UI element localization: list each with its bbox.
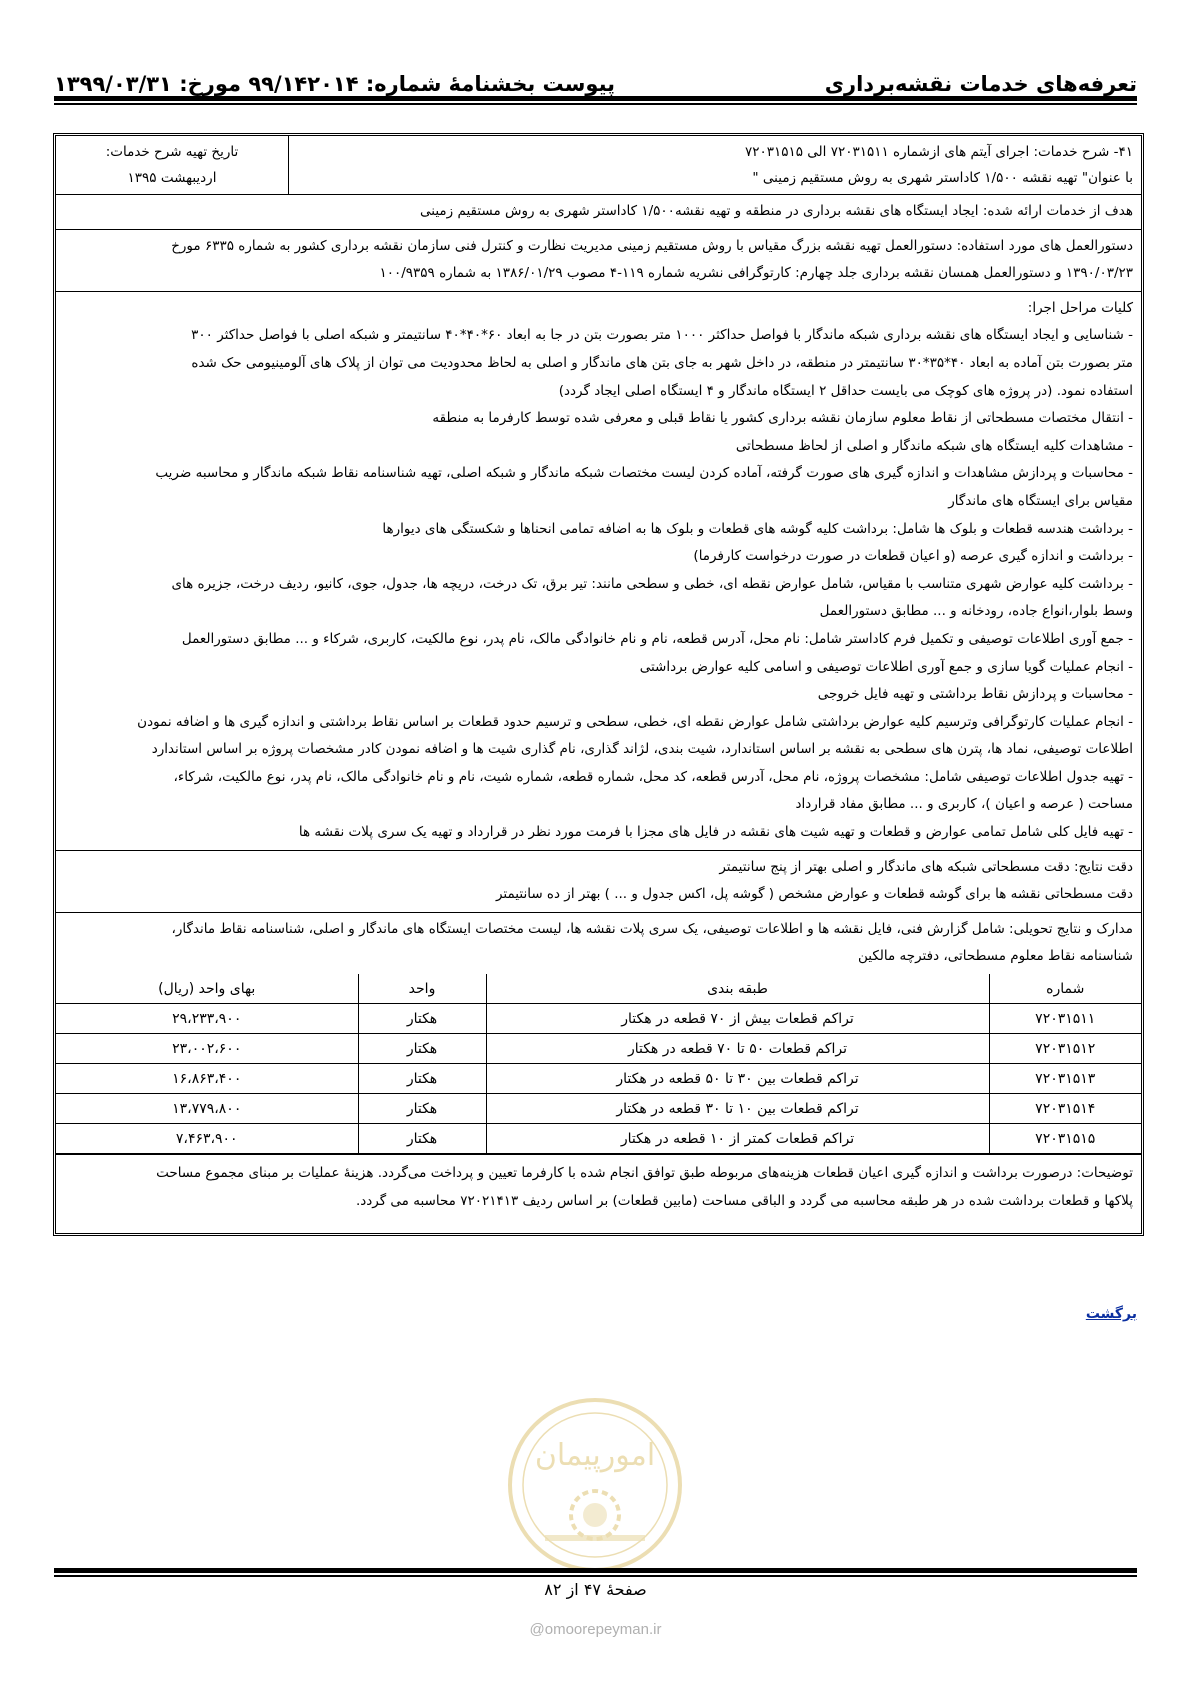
step-line: - برداشت کلیه عوارض شهری متناسب با مقیاس، شامل عوارض نقطه ای، خطی و سطحی مانند: تیر برق، تک درخت، دریچه ها، جدول، جوی، کانیو، ردیف درخت، جزیره های	[171, 575, 1133, 592]
cell-number: ۷۲۰۳۱۵۱۵	[989, 1124, 1141, 1154]
cell-number: ۷۲۰۳۱۵۱۳	[989, 1064, 1141, 1094]
cell-number: ۷۲۰۳۱۵۱۱	[989, 1004, 1141, 1034]
service-title-row	[56, 136, 1141, 195]
footer-rule-thin	[54, 1575, 1137, 1577]
step-line: متر بصورت بتن آماده به ابعاد ۴۰*۳۵*۳۰ سانتیمتر در منطقه، در داخل شهر به جای بتن های ماندگار و اصلی به لحاظ محدودیت می توان از پلاک های آلومینیومی حک شده	[191, 354, 1133, 371]
rates-table	[56, 974, 1141, 1154]
deliverables-line-1: مدارک و نتایج تحویلی: شامل گزارش فنی، فایل نقشه ها و اطلاعات توصیفی، یک سری پلات نقشه ها، لیست مختصات ایستگاه های ماندگار و اصلی، شناسنامه نقاط ماندگار،	[171, 920, 1133, 937]
notes-section	[56, 1154, 1141, 1233]
page-header	[54, 56, 1137, 96]
deliverables-section	[56, 913, 1141, 974]
instructions-line-1: دستورالعمل های مورد استفاده: دستورالعمل تهیه نقشه بزرگ مقیاس با روش مستقیم زمینی مدیریت نظارت و کنترل فنی سازمان نقشه برداری کشور به شماره ۶۳۳۵ مورخ	[171, 237, 1133, 254]
step-line: وسط بلوار،انواع جاده، رودخانه و ... مطابق دستورالعمل	[819, 603, 1133, 620]
cell-category: تراکم قطعات کمتر از ۱۰ قطعه در هکتار	[486, 1124, 989, 1154]
step-line: مساحت ( عرصه و اعیان )، کاربری و ... مطابق مفاد قرارداد	[795, 796, 1133, 813]
notes-line-2: پلاکها و قطعات برداشت شده در هر طبقه محاسبه می گردد و الباقی مساحت (مابین قطعات) بر اساس ردیف ۷۲۰۲۱۴۱۳ محاسبه می گردد.	[355, 1193, 1133, 1210]
step-line: - شناسایی و ایجاد ایستگاه های نقشه برداری شبکه ماندگار با فواصل حداکثر ۱۰۰۰ متر بصورت بتن در جا به ابعاد ۶۰*۴۰*۴۰ سانتیمتر و شبکه اصلی با فواصل حداکثر ۳۰۰	[191, 327, 1133, 344]
step-line: - محاسبات و پردازش نقاط برداشتی و تهیه فایل خروجی	[817, 686, 1133, 703]
service-line-1: ۴۱- شرح خدمات: اجرای آیتم های ازشماره ۷۲۰۳۱۵۱۱ الی ۷۲۰۳۱۵۱۵	[745, 144, 1133, 160]
back-link[interactable]: برگشت	[1085, 1306, 1137, 1322]
header-rule-thick	[54, 96, 1137, 101]
header-price: بهای واحد (ریال)	[56, 974, 358, 1004]
cell-unit: هکتار	[358, 1064, 486, 1094]
cell-unit: هکتار	[358, 1004, 486, 1034]
step-line: اطلاعات توصیفی، نماد ها، پترن های سطحی به نقشه بر اساس استاندارد، شیت بندی، لژاند گذاری، نام گذاری شیت ها و اضافه نمودن کادر مشخصات پروژه بر اساس استاندارد	[151, 741, 1133, 758]
table-row	[56, 1094, 1141, 1124]
table-header-row	[56, 974, 1141, 1004]
header-category: طبقه بندی	[486, 974, 989, 1004]
goal-section	[56, 195, 1141, 230]
watermark-text: @omoorepeyman.ir	[529, 1621, 662, 1638]
table-row	[56, 1064, 1141, 1094]
deliverables-line-2: شناسنامه نقاط معلوم مسطحاتی، دفترچه مالکین	[857, 948, 1133, 965]
steps-section	[56, 292, 1141, 851]
instructions-line-2: ۱۳۹۰/۰۳/۲۳ و دستورالعمل همسان نقشه برداری جلد چهارم: کارتوگرافی نشریه شماره ۱۱۹-۴ مصوب ۱۳۸۶/۰۱/۲۹ به شماره ۱۰۰/۹۳۵۹	[379, 265, 1133, 282]
cell-unit: هکتار	[358, 1124, 486, 1154]
steps-title: کلیات مراحل اجرا:	[1027, 299, 1133, 316]
step-line: - برداشت هندسه قطعات و بلوک ها شامل: برداشت کلیه گوشه های قطعات و بلوک ها به اضافه تمامی انحناها و شکستگی های دیوارها	[382, 520, 1133, 537]
service-date-value: اردیبهشت ۱۳۹۵	[127, 170, 217, 186]
cell-number: ۷۲۰۳۱۵۱۴	[989, 1094, 1141, 1124]
step-line: - برداشت و اندازه گیری عرصه (و اعیان قطعات در صورت درخواست کارفرما)	[693, 548, 1133, 565]
cell-price: ۲۹،۲۳۳،۹۰۰	[56, 1004, 358, 1034]
cell-unit: هکتار	[358, 1034, 486, 1064]
step-line: - تهیه جدول اطلاعات توصیفی شامل: مشخصات پروژه، نام محل، آدرس قطعه، کد محل، شماره قطعه، شماره شیت، نام و نام خانوادگی مالک، نام پدر، نوع مالکیت، شرکاء،	[173, 768, 1133, 785]
omoorepeyman-seal-icon	[505, 1395, 685, 1575]
footer-rule-thick	[54, 1568, 1137, 1573]
step-line: - محاسبات و پردازش مشاهدات و اندازه گیری های صورت گرفته، آماده کردن لیست مختصات شبکه ماندگار و شبکه اصلی، تهیه شناسنامه نقاط شبکه ماندگار و محاسبه ضریب	[155, 465, 1133, 482]
accuracy-line-1: دقت نتایج: دقت مسطحاتی شبکه های ماندگار و اصلی بهتر از پنج سانتیمتر	[719, 858, 1133, 875]
cell-category: تراکم قطعات بین ۱۰ تا ۳۰ قطعه در هکتار	[486, 1094, 989, 1124]
service-line-2: با عنوان" تهیه نقشه ۱/۵۰۰ کاداستر شهری به روش مستقیم زمینی "	[752, 170, 1133, 186]
step-line: - جمع آوری اطلاعات توصیفی و تکمیل فرم کاداستر شامل: نام محل، آدرس قطعه، نام و نام خانوادگی مالک، نام پدر، نوع مالکیت، کاربری، شرکاء و ... مطابق دستورالعمل	[181, 630, 1133, 647]
header-number: شماره	[989, 974, 1141, 1004]
step-line: - انجام عملیات کارتوگرافی وترسیم کلیه عوارض برداشتی شامل عوارض نقطه ای، خطی، سطحی و ترسیم حدود قطعات بر اساس نقاط برداشتی و اندازه گیری ها و اضافه نمودن	[137, 713, 1133, 730]
step-line: - انجام عملیات گویا سازی و جمع آوری اطلاعات توصیفی و اسامی کلیه عوارض برداشتی	[639, 658, 1133, 675]
service-sheet	[53, 133, 1144, 1236]
service-date-label: تاریخ تهیه شرح خدمات:	[105, 144, 239, 160]
header-rule-thin	[54, 103, 1137, 105]
cell-price: ۲۳،۰۰۲،۶۰۰	[56, 1034, 358, 1064]
goal-text: هدف از خدمات ارائه شده: ایجاد ایستگاه های نقشه برداری در منطقه و تهیه نقشه۱/۵۰۰ کاداستر شهری به روش مستقیم زمینی	[420, 203, 1133, 219]
table-row	[56, 1034, 1141, 1064]
cell-number: ۷۲۰۳۱۵۱۲	[989, 1034, 1141, 1064]
cell-category: تراکم قطعات ۵۰ تا ۷۰ قطعه در هکتار	[486, 1034, 989, 1064]
cell-price: ۱۳،۷۷۹،۸۰۰	[56, 1094, 358, 1124]
cell-price: ۱۶،۸۶۳،۴۰۰	[56, 1064, 358, 1094]
step-line: - تهیه فایل کلی شامل تمامی عوارض و قطعات و تهیه شیت های نقشه در فایل های مجزا با فرمت مورد نظر در قرارداد و تهیه یک سری پلات نقشه ها	[298, 824, 1133, 841]
accuracy-line-2: دقت مسطحاتی نقشه ها برای گوشه قطعات و عوارض مشخص ( گوشه پل، اکس جدول و ... ) بهتر از ده سانتیمتر	[495, 886, 1133, 903]
header-circular-ref: پیوست بخشنامهٔ شماره: ۹۹/۱۴۲۰۱۴ مورخ: ۱۳۹۹/۰۳/۳۱	[54, 72, 616, 96]
cell-category: تراکم قطعات بیش از ۷۰ قطعه در هکتار	[486, 1004, 989, 1034]
seal-text: امورپیمان	[534, 1438, 656, 1473]
cell-unit: هکتار	[358, 1094, 486, 1124]
notes-line-1: توضیحات: درصورت برداشت و اندازه گیری اعیان قطعات هزینه‌های مربوطه طبق توافق انجام شده با کارفرما تعیین و پرداخت می‌گردد. هزینهٔ عملیات بر مبنای مجموع مساحت	[156, 1165, 1133, 1182]
service-date-cell	[56, 136, 289, 194]
step-line: - انتقال مختصات مسطحاتی از نقاط معلوم سازمان نقشه برداری کشور یا نقاط قبلی و معرفی شده توسط کارفرما به منطقه	[432, 410, 1133, 427]
table-row	[56, 1004, 1141, 1034]
header-title: تعرفه‌های خدمات نقشه‌برداری	[824, 72, 1137, 96]
step-line: - مشاهدات کلیه ایستگاه های شبکه ماندگار و اصلی از لحاظ مسطحاتی	[735, 437, 1133, 454]
page-number: صفحهٔ ۴۷ از ۸۲	[544, 1580, 647, 1599]
header-unit: واحد	[358, 974, 486, 1004]
instructions-section	[56, 230, 1141, 292]
cell-price: ۷،۴۶۳،۹۰۰	[56, 1124, 358, 1154]
step-line: استفاده نمود. (در پروژه های کوچک می بایست حداقل ۲ ایستگاه ماندگار و ۴ ایستگاه اصلی ایجاد گردد)	[558, 382, 1133, 399]
step-line: مقیاس برای ایستگاه های ماندگار	[948, 492, 1133, 509]
service-description	[289, 136, 1141, 194]
cell-category: تراکم قطعات بین ۳۰ تا ۵۰ قطعه در هکتار	[486, 1064, 989, 1094]
table-row	[56, 1124, 1141, 1154]
accuracy-section	[56, 851, 1141, 913]
